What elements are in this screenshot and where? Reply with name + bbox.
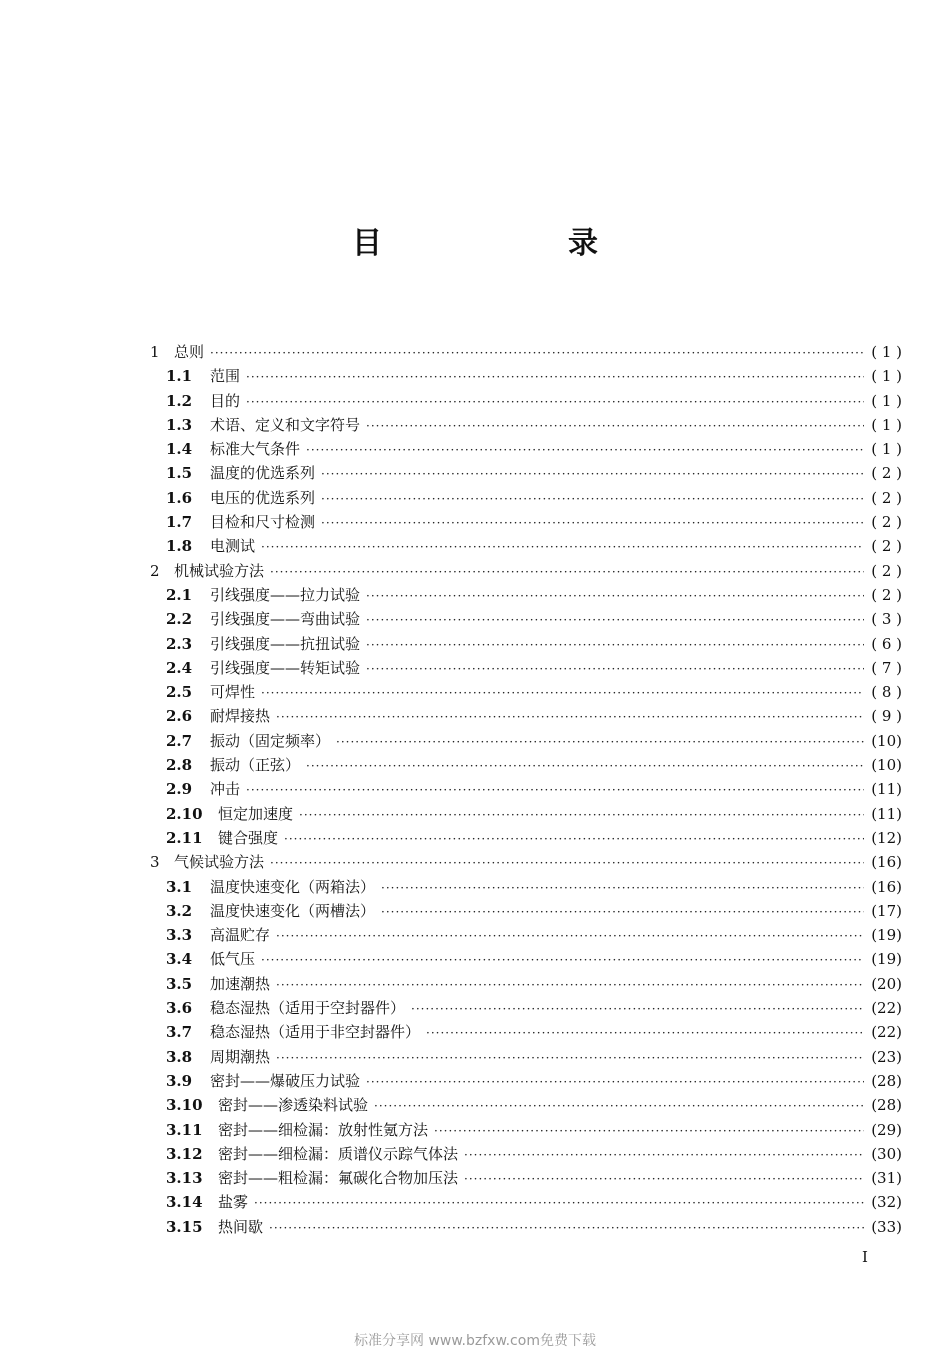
toc-leader-dots (276, 924, 864, 948)
toc-leader-dots (270, 560, 864, 584)
toc-entry-page: ( 2 ) (871, 537, 902, 556)
toc-leader-dots (210, 341, 864, 365)
toc-entry-number: 3.8 (166, 1047, 193, 1066)
toc-leader-dots (366, 584, 864, 608)
toc-section[interactable] (150, 389, 902, 413)
toc-entry-label: 冲击 (210, 780, 241, 799)
toc-leader-dots (464, 1143, 864, 1167)
toc-entry-page: ( 3 ) (871, 610, 902, 629)
toc-entry-label: 引线强度——转矩试验 (210, 658, 361, 677)
toc-entry-page: (28) (871, 1096, 902, 1115)
toc-leader-dots (374, 1094, 864, 1118)
toc-entry-number: 2.4 (166, 658, 193, 677)
toc-entry-number: 3.5 (166, 974, 193, 993)
toc-chapter[interactable] (150, 850, 902, 874)
toc-section[interactable] (150, 534, 902, 558)
toc-entry-page: (19) (871, 926, 902, 945)
toc-entry-number: 2.7 (166, 731, 193, 750)
toc-entry-label: 电测试 (210, 537, 256, 556)
toc-entry-page: ( 2 ) (871, 488, 902, 507)
toc-section[interactable] (150, 680, 902, 704)
toc-entry-page: (29) (871, 1120, 902, 1139)
toc-entry-number: 1.3 (166, 415, 193, 434)
toc-entry-number: 3.10 (166, 1096, 203, 1115)
toc-leader-dots (276, 1046, 864, 1070)
toc-leader-dots (276, 973, 864, 997)
toc-section[interactable] (150, 996, 902, 1020)
toc-entry-number: 2.9 (166, 780, 193, 799)
toc-entry-page: (31) (871, 1169, 902, 1188)
toc-section[interactable] (150, 656, 902, 680)
toc-entry-label: 引线强度——拉力试验 (210, 585, 361, 604)
toc-section[interactable] (150, 1118, 902, 1142)
toc-leader-dots (426, 1021, 864, 1045)
toc-leader-dots (261, 681, 864, 705)
toc-entry-page: ( 1 ) (871, 440, 902, 459)
toc-entry-number: 3.9 (166, 1071, 193, 1090)
toc-entry-page: (28) (871, 1071, 902, 1090)
toc-entry-label: 电压的优选系列 (210, 488, 316, 507)
page-title: 目 录 (352, 226, 676, 261)
toc-entry-label: 范围 (210, 367, 241, 386)
toc-entry-number: 3.4 (166, 950, 193, 969)
toc-section[interactable] (150, 1020, 902, 1044)
toc-leader-dots (276, 705, 864, 729)
toc-entry-number: 1.6 (166, 488, 193, 507)
toc-entry-number: 2.3 (166, 634, 193, 653)
toc-leader-dots (269, 1216, 864, 1240)
toc-entry-page: (11) (871, 804, 902, 823)
toc-entry-label: 总则 (174, 343, 205, 361)
toc-entry-label: 稳态湿热（适用于空封器件） (210, 999, 406, 1018)
toc-entry-label: 机械试验方法 (174, 561, 265, 580)
toc-entry-page: (32) (871, 1193, 902, 1212)
toc-entry-label: 温度快速变化（两槽法） (210, 901, 376, 920)
toc-entry-label: 振动（固定频率） (210, 731, 331, 750)
toc-leader-dots (254, 1191, 864, 1215)
toc-entry-number: 2.8 (166, 756, 193, 775)
toc-section[interactable] (150, 1215, 902, 1239)
toc-entry-label: 可焊性 (210, 683, 256, 702)
toc-leader-dots (321, 487, 864, 511)
toc-leader-dots (246, 778, 864, 802)
toc-section[interactable] (150, 632, 902, 656)
toc-entry-page: ( 2 ) (871, 585, 902, 604)
toc-leader-dots (270, 851, 864, 875)
toc-section[interactable] (150, 826, 902, 850)
toc-section[interactable] (150, 510, 902, 534)
toc-section[interactable] (150, 583, 902, 607)
toc-entry-page: (33) (871, 1217, 902, 1236)
toc-entry-label: 密封——粗检漏：氟碳化合物加压法 (218, 1169, 459, 1188)
toc-entry-label: 恒定加速度 (218, 804, 294, 823)
toc-entry-number: 1 (150, 343, 160, 361)
toc-entry-page: (11) (871, 780, 902, 799)
toc-entry-label: 耐焊接热 (210, 707, 271, 726)
toc-entry-page: (10) (871, 731, 902, 750)
toc-entry-label: 密封——渗透染料试验 (218, 1096, 369, 1115)
toc-entry-label: 标准大气条件 (210, 440, 301, 459)
toc-entry-number: 3.15 (166, 1217, 203, 1236)
toc-entry-number: 3.1 (166, 877, 193, 896)
toc-section[interactable] (150, 753, 902, 777)
toc-entry-page: ( 2 ) (871, 464, 902, 483)
toc-entry-number: 3 (150, 853, 160, 872)
toc-section[interactable] (150, 729, 902, 753)
toc-leader-dots (464, 1167, 864, 1191)
toc-entry-number: 1.5 (166, 464, 193, 483)
watermark-footer: 标准分享网 www.bzfxw.com免费下载 (354, 1333, 596, 1349)
toc-section[interactable] (150, 802, 902, 826)
toc-leader-dots (366, 657, 864, 681)
toc-entry-number: 2.10 (166, 804, 203, 823)
toc-entry-label: 温度快速变化（两箱法） (210, 877, 376, 896)
toc-entry-page: ( 1 ) (871, 367, 902, 386)
toc-chapter[interactable] (150, 559, 902, 583)
toc-entry-number: 3.3 (166, 926, 193, 945)
toc-leader-dots (434, 1119, 864, 1143)
toc-entry-page: (30) (871, 1144, 902, 1163)
toc-leader-dots (366, 1070, 864, 1094)
toc-section[interactable] (150, 704, 902, 728)
toc-entry-number: 2.5 (166, 683, 193, 702)
toc-entry-number: 3.6 (166, 999, 193, 1018)
toc-section[interactable] (150, 413, 902, 437)
toc-section[interactable] (150, 607, 902, 631)
toc-section[interactable] (150, 1069, 902, 1093)
toc-entry-number: 2.11 (166, 828, 203, 847)
toc-entry-label: 引线强度——弯曲试验 (210, 610, 361, 629)
toc-leader-dots (366, 633, 864, 657)
toc-section[interactable] (150, 1166, 902, 1190)
toc-entry-label: 目的 (210, 391, 241, 410)
toc-entry-number: 1.4 (166, 440, 193, 459)
toc-entry-page: (22) (871, 999, 902, 1018)
toc-entry-page: ( 6 ) (871, 634, 902, 653)
toc-section[interactable] (150, 486, 902, 510)
toc-entry-label: 热间歇 (218, 1217, 264, 1236)
toc-entry-page: ( 2 ) (871, 561, 902, 580)
toc-entry-number: 2.1 (166, 585, 193, 604)
toc-section[interactable] (150, 1093, 902, 1117)
toc-section[interactable] (150, 364, 902, 388)
toc-leader-dots (381, 876, 864, 900)
toc-entry-page: ( 8 ) (871, 683, 902, 702)
toc-leader-dots (261, 948, 864, 972)
toc-entry-number: 3.12 (166, 1144, 203, 1163)
toc-entry-page: (22) (871, 1023, 902, 1042)
toc-leader-dots (246, 365, 864, 389)
toc-entry-number: 1.1 (166, 367, 193, 386)
toc-entry-page: ( 7 ) (871, 658, 902, 677)
toc-entry-label: 盐雾 (218, 1193, 249, 1212)
toc-entry-label: 密封——爆破压力试验 (210, 1071, 361, 1090)
toc-entry-page: (12) (871, 828, 902, 847)
toc-section[interactable] (150, 875, 902, 899)
toc-leader-dots (284, 827, 864, 851)
toc-entry-label: 温度的优选系列 (210, 464, 316, 483)
toc-entry-number: 1.7 (166, 513, 193, 532)
toc-leader-dots (299, 803, 864, 827)
toc-entry-page: ( 2 ) (871, 513, 902, 532)
toc-entry-number: 3.14 (166, 1193, 203, 1212)
toc-entry-number: 1.2 (166, 391, 193, 410)
toc-entry-page: ( 9 ) (871, 707, 902, 726)
toc-entry-label: 气候试验方法 (174, 853, 265, 872)
toc-entry-number: 1.8 (166, 537, 193, 556)
toc-entry-label: 目检和尺寸检测 (210, 513, 316, 532)
toc-entry-label: 低气压 (210, 950, 256, 969)
toc-section[interactable] (150, 923, 902, 947)
toc-entry-number: 3.11 (166, 1120, 203, 1139)
toc-entry-number: 3.13 (166, 1169, 203, 1188)
toc-entry-page: (20) (871, 974, 902, 993)
toc-entry-page: (17) (871, 901, 902, 920)
toc-entry-label: 密封——细检漏：放射性氪方法 (218, 1120, 429, 1139)
toc-section[interactable] (150, 947, 902, 971)
toc-leader-dots (306, 438, 864, 462)
toc-entry-label: 高温贮存 (210, 926, 271, 945)
toc-entry-label: 周期潮热 (210, 1047, 271, 1066)
toc-section[interactable] (150, 777, 902, 801)
toc-entry-number: 3.7 (166, 1023, 193, 1042)
toc-entry-number: 2.6 (166, 707, 193, 726)
toc-section[interactable] (150, 437, 902, 461)
toc-leader-dots (321, 511, 864, 535)
toc-entry-page: (19) (871, 950, 902, 969)
page-number: I (862, 1248, 868, 1266)
toc-entry-number: 2 (150, 561, 160, 580)
toc-entry-label: 术语、定义和文字符号 (210, 415, 361, 434)
toc-section[interactable] (150, 972, 902, 996)
toc-entry-page: ( 1 ) (871, 391, 902, 410)
toc-entry-label: 键合强度 (218, 828, 279, 847)
toc-leader-dots (366, 608, 864, 632)
toc-entry-page: ( 1 ) (871, 415, 902, 434)
toc-section[interactable] (150, 1190, 902, 1214)
toc-leader-dots (336, 730, 864, 754)
toc-leader-dots (306, 754, 864, 778)
toc-leader-dots (321, 462, 864, 486)
toc-section[interactable] (150, 1045, 902, 1069)
toc-section[interactable] (150, 1142, 902, 1166)
toc-entry-page: ( 1 ) (871, 343, 902, 361)
toc-chapter[interactable] (150, 340, 902, 364)
toc-entry-number: 3.2 (166, 901, 193, 920)
toc-entry-label: 密封——细检漏：质谱仪示踪气体法 (218, 1144, 459, 1163)
toc-section[interactable] (150, 899, 902, 923)
toc-entry-page: (16) (871, 853, 902, 872)
toc-leader-dots (411, 997, 864, 1021)
toc-section[interactable] (150, 461, 902, 485)
toc-entry-page: (16) (871, 877, 902, 896)
toc-leader-dots (246, 390, 864, 414)
toc-leader-dots (381, 900, 864, 924)
toc-entry-page: (10) (871, 756, 902, 775)
toc-entry-label: 振动（正弦） (210, 756, 301, 775)
toc-entry-label: 加速潮热 (210, 974, 271, 993)
toc-entry-label: 稳态湿热（适用于非空封器件） (210, 1023, 421, 1042)
toc-entry-number: 2.2 (166, 610, 193, 629)
toc-leader-dots (366, 414, 864, 438)
toc-leader-dots (261, 535, 864, 559)
table-of-contents (150, 340, 902, 1239)
toc-entry-label: 引线强度——抗扭试验 (210, 634, 361, 653)
toc-entry-page: (23) (871, 1047, 902, 1066)
